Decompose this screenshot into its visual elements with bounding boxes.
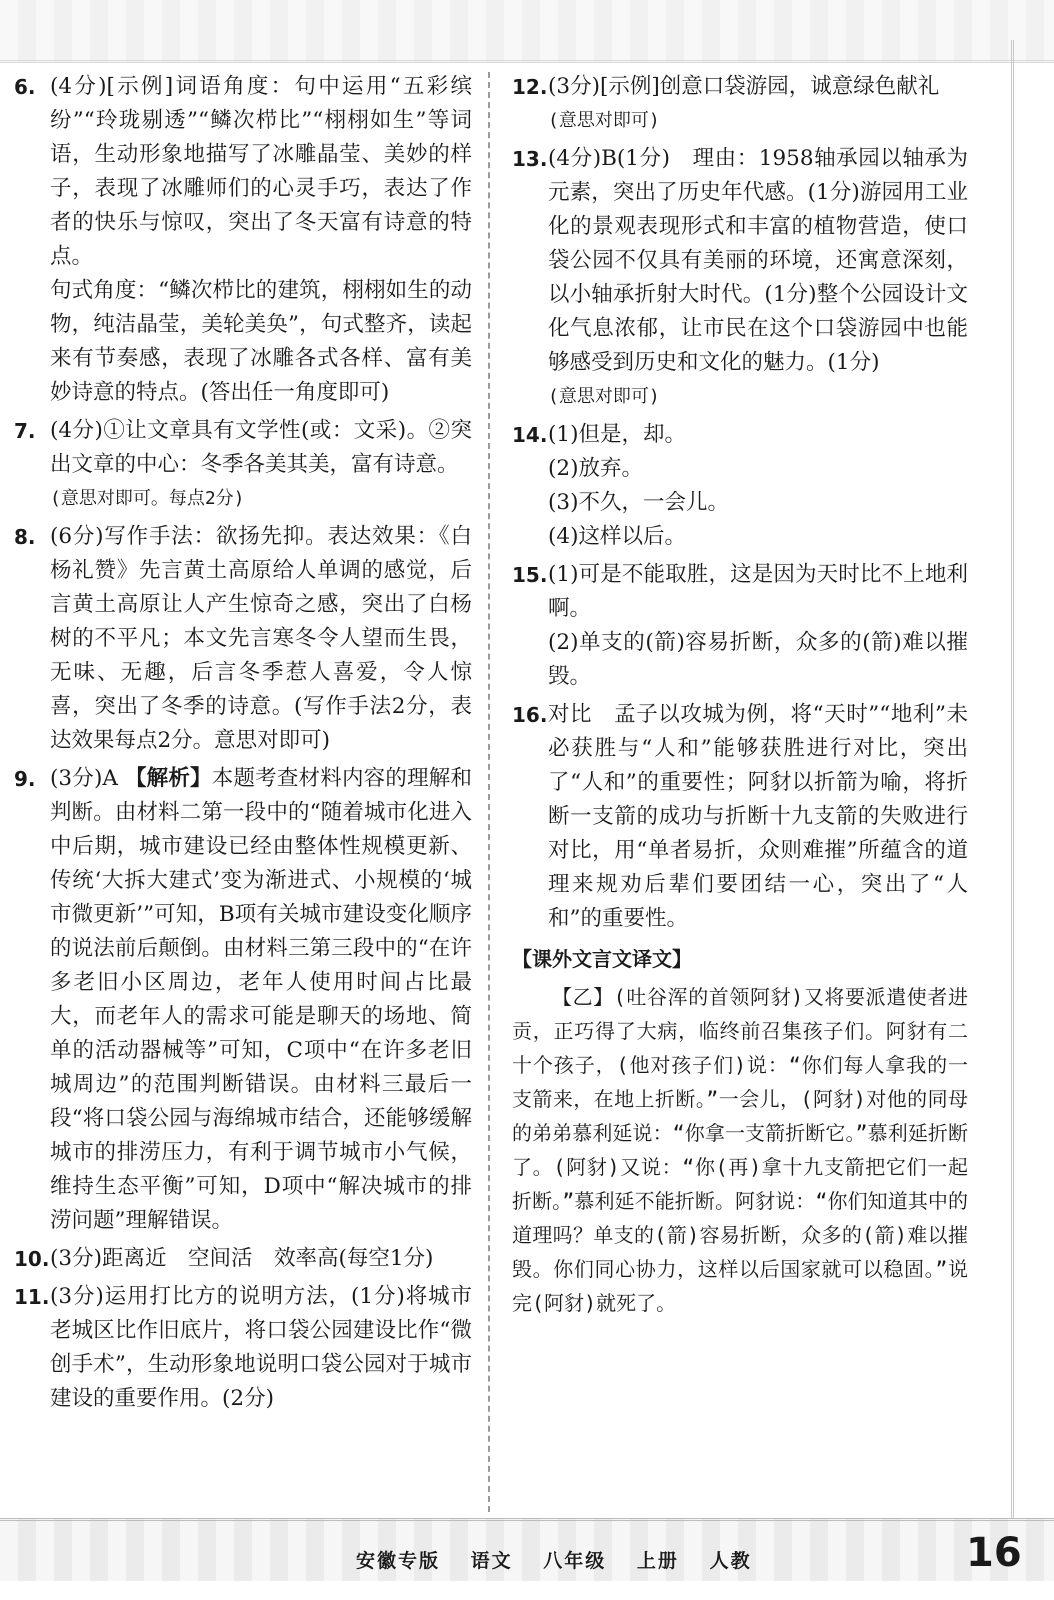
answer-body bbox=[548, 418, 968, 554]
question-number: 13. bbox=[512, 147, 548, 171]
answer-body bbox=[548, 70, 968, 138]
question-number: 14. bbox=[512, 423, 548, 447]
question-13 bbox=[512, 142, 968, 414]
footer-info bbox=[356, 1546, 774, 1573]
footer-publisher: 人教 bbox=[709, 1550, 752, 1572]
answer-body bbox=[548, 698, 968, 936]
page-number: 16 bbox=[966, 1530, 1022, 1576]
question-16 bbox=[512, 698, 968, 936]
question-number: 7. bbox=[14, 419, 36, 443]
translation-text: 【乙】(吐谷浑的首领阿豺)又将要派遣使者进贡，正巧得了大病，临终前召集孩子们。阿豺有二十个孩子，(他对孩子们)说：“你们每人拿我的一支箭来，在地上折断。”一会儿，(阿豺)对他的同母的弟弟慕利延说：“你拿一支箭折断它。”慕利延折断了。(阿豺)又说：“你(再)拿十九支箭把它们一起折断。”慕利延不能折断。阿豺说：“你们知道其中的道理吗？单支的(箭)容易折断，众多的(箭)难以摧毁。你们同心协力，这样以后国家就可以稳固。”说完(阿豺)就死了。 bbox=[512, 985, 968, 1315]
answer-text: (4分)①让文章具有文学性(或：文采)。②突出文章的中心：冬季各美其美，富有诗意。 bbox=[50, 418, 472, 477]
answer-body bbox=[50, 1280, 472, 1416]
answer-body bbox=[548, 558, 968, 694]
question-14 bbox=[512, 418, 968, 554]
answer-text: (3分)运用打比方的说明方法，(1分)将城市老城区比作旧底片，将口袋公园建设比作“微创手术”，生动形象地说明口袋公园对于城市建设的重要作用。(2分) bbox=[50, 1284, 472, 1411]
answer-text: (6分)写作手法：欲扬先抑。表达效果：《白杨礼赞》先言黄土高原给人单调的感觉，后言黄土高原让人产生惊奇之感，突出了白杨树的不平凡；本文先言寒冬令人望而生畏，无味、无趣，后言冬季惹人喜爱，令人惊喜，突出了冬季的诗意。(写作手法2分，表达效果每点2分。意思对即可) bbox=[50, 524, 472, 753]
answer-body bbox=[50, 520, 472, 758]
footer-grade: 八年级 bbox=[543, 1550, 607, 1572]
answer-prefix: (3分)A bbox=[50, 766, 118, 791]
answer-note: (意思对即可) bbox=[548, 110, 660, 131]
answer-body bbox=[50, 1242, 472, 1276]
answer-text: (3分)[示例]创意口袋游园，诚意绿色献礼 bbox=[548, 74, 940, 99]
answer-body bbox=[50, 414, 472, 516]
analysis-tag: 【解析】 bbox=[124, 766, 212, 791]
question-number: 11. bbox=[14, 1285, 50, 1309]
answer-body bbox=[548, 142, 968, 414]
answer-item: (4)这样以后。 bbox=[548, 524, 686, 549]
top-border-decoration bbox=[0, 0, 1054, 63]
question-number: 12. bbox=[512, 75, 548, 99]
translation-title: 【课外文言文译文】 bbox=[512, 947, 692, 971]
answer-body bbox=[50, 70, 472, 410]
analysis-text: 本题考查材料内容的理解和判断。由材料二第一段中的“随着城市化进入中后期，城市建设已经由整体性规模更新、传统‘大拆大建式’变为渐进式、小规模的‘城市微更新’”可知，B项有关城市建设变化顺序的说法前后颠倒。由材料三第三段中的“在许多老旧小区周边，老年人使用时间占比最大，而老年人的需求可能是聊天的场地、简单的活动器械等”可知，C项中“在许多老旧城周边”的范围判断错误。由材料三最后一段“将口袋公园与海绵城市结合，还能够缓解城市的排涝压力，有利于调节城市小气候，维持生态平衡”可知，D项中“解决城市的排涝问题”理解错误。 bbox=[50, 766, 472, 1233]
translation-body bbox=[512, 980, 968, 1320]
question-number: 6. bbox=[14, 75, 36, 99]
answer-item: (2)单支的(箭)容易折断，众多的(箭)难以摧毁。 bbox=[548, 630, 968, 689]
question-8 bbox=[14, 520, 472, 758]
answer-item: (3)不久，一会儿。 bbox=[548, 490, 729, 515]
answer-item: (1)可是不能取胜，这是因为天时比不上地利啊。 bbox=[548, 562, 968, 621]
footer-volume: 上册 bbox=[636, 1550, 679, 1572]
answer-text: 句式角度：“鳞次栉比的建筑，栩栩如生的动物，纯洁晶莹，美轮美奂”，句式整齐，读起来有节奏感，表现了冰雕各式各样、富有美妙诗意的特点。(答出任一角度即可) bbox=[50, 278, 472, 405]
question-number: 15. bbox=[512, 563, 548, 587]
answer-text: (4分)[示例]词语角度：句中运用“五彩缤纷”“玲珑剔透”“鳞次栉比”“栩栩如生”等词语，生动形象地描写了冰雕晶莹、美妙的样子，表现了冰雕师们的心灵手巧，表达了作者的快乐与惊叹，突出了冬天富有诗意的特点。 bbox=[50, 74, 472, 269]
question-9 bbox=[14, 762, 472, 1238]
answer-text bbox=[50, 762, 472, 1238]
answer-item: (2)放弃。 bbox=[548, 456, 643, 481]
question-number: 10. bbox=[14, 1247, 50, 1271]
question-7 bbox=[14, 414, 472, 516]
answer-note: (意思对即可。每点2分) bbox=[50, 488, 245, 509]
answer-text: (4分)B(1分) 理由：1958轴承园以轴承为元素，突出了历史年代感。(1分)游园用工业化的景观表现形式和丰富的植物营造，使口袋公园不仅具有美丽的环境，还寓意深刻，以小轴承折射大时代。(1分)整个公园设计文化气息浓郁，让市民在这个口袋游园中也能够感受到历史和文化的魅力。(1分) bbox=[548, 146, 968, 375]
right-column bbox=[512, 70, 968, 1320]
column-divider bbox=[488, 72, 490, 1512]
question-6 bbox=[14, 70, 472, 410]
answer-text: (3分)距离近 空间活 效率高(每空1分) bbox=[50, 1246, 434, 1271]
answer-note: (意思对即可) bbox=[548, 386, 660, 407]
answer-item: (1)但是，却。 bbox=[548, 422, 686, 447]
question-10 bbox=[14, 1242, 472, 1276]
question-number: 9. bbox=[14, 767, 36, 791]
footer-subject: 语文 bbox=[470, 1550, 513, 1572]
question-12 bbox=[512, 70, 968, 138]
question-number: 8. bbox=[14, 525, 36, 549]
question-15 bbox=[512, 558, 968, 694]
answer-text: 对比 孟子以攻城为例，将“天时”“地利”未必获胜与“人和”能够获胜进行对比，突出了“人和”的重要性；阿豺以折箭为喻，将折断一支箭的成功与折断十九支箭的失败进行对比，用“单者易折，众则难摧”所蕴含的道理来规劝后辈们要团结一心，突出了“人和”的重要性。 bbox=[548, 702, 968, 931]
footer-edition: 安徽专版 bbox=[356, 1550, 441, 1572]
question-11 bbox=[14, 1280, 472, 1416]
question-number: 16. bbox=[512, 703, 548, 727]
answer-body bbox=[50, 762, 472, 1238]
right-border-decoration bbox=[1011, 40, 1054, 1520]
left-column bbox=[14, 70, 472, 1420]
